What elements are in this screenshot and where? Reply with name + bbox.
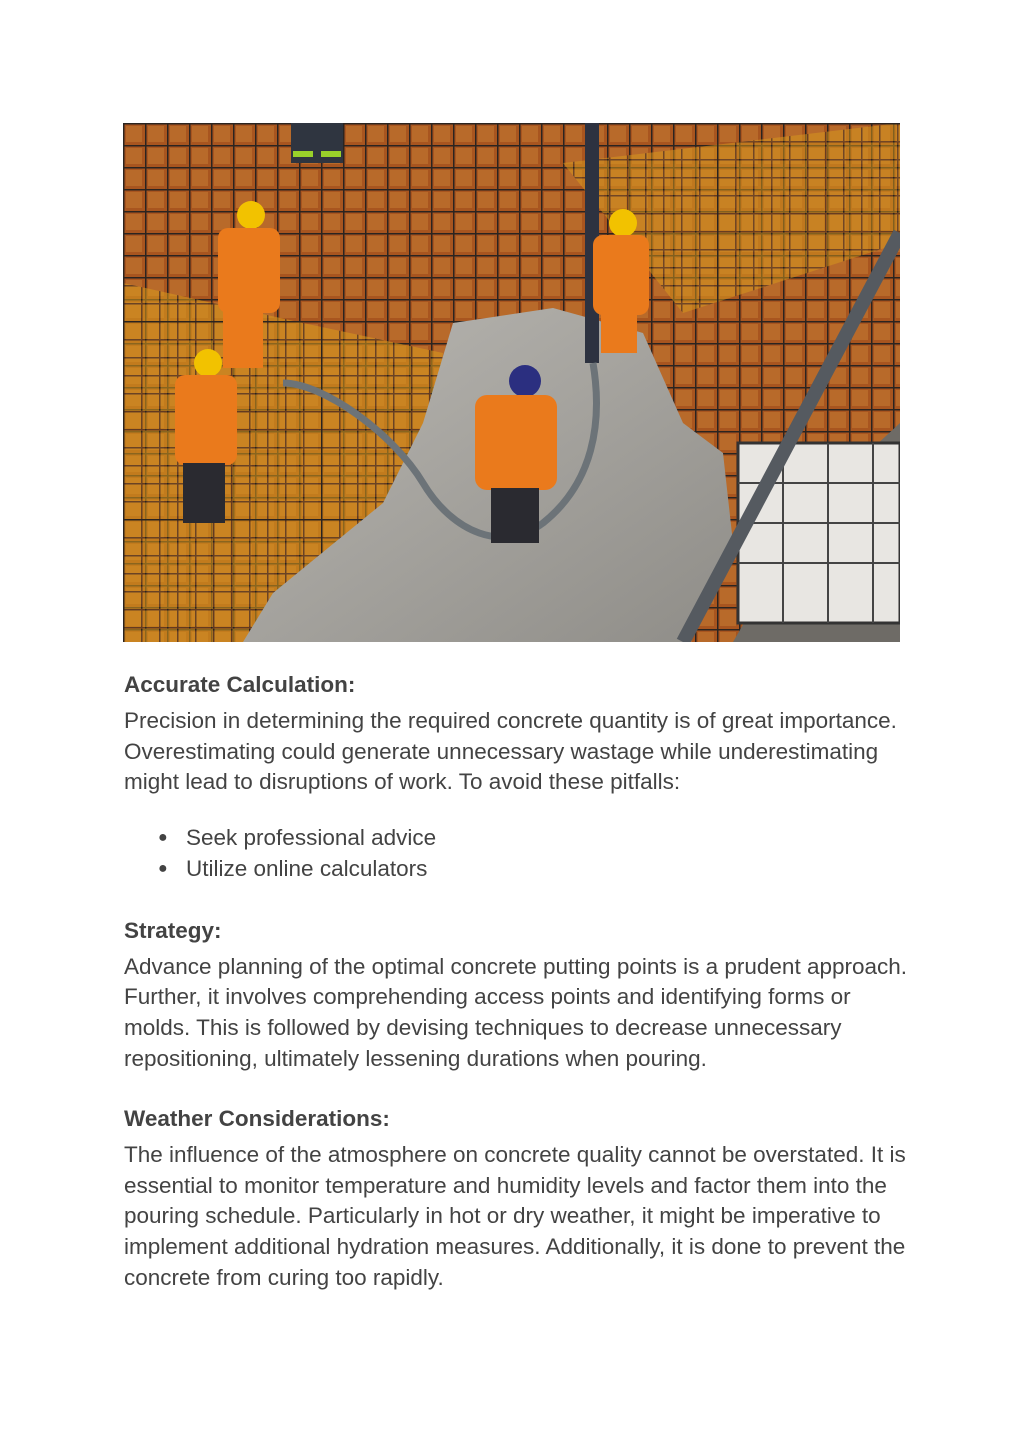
bullet-icon: ● (158, 828, 168, 846)
list-item (124, 822, 914, 853)
section-strategy (124, 916, 914, 1074)
section-paragraph: The influence of the atmosphere on concrete quality cannot be overstated. It is essential to monitor temperature and humidity levels and factor them into the pouring schedule. Particularly in hot or dry weather, it might be imperative to implement additional hydration measures. Additionally, it is done to prevent the concrete from curing too rapidly. (124, 1142, 906, 1290)
section-paragraph: Advance planning of the optimal concrete putting points is a prudent approach. Further, it involves comprehending access points and identifying forms or molds. This is followed by devising techniques to decrease unnecessary repositioning, ultimately lessening durations when pouring. (124, 953, 908, 1071)
section-accurate-calculation (124, 670, 914, 884)
list-item-text: Utilize online calculators (186, 855, 428, 881)
article-content (124, 670, 914, 1293)
section-heading: Weather Considerations: (124, 1106, 390, 1132)
section-heading: Strategy: (124, 917, 222, 943)
section-weather-considerations (124, 1104, 914, 1293)
list-item (124, 853, 914, 884)
list-item-text: Seek professional advice (186, 824, 437, 850)
bullet-list (124, 822, 914, 884)
section-heading: Accurate Calculation: (124, 672, 356, 697)
bullet-icon: ● (158, 859, 168, 877)
section-paragraph: Precision in determining the required concrete quantity is of great importance. Overestimating could generate unnecessary wastage while underestimating might lead to disruptions of work. To avoid these pitfalls: (124, 708, 897, 795)
construction-photo-illustration (123, 123, 900, 642)
construction-photo (123, 123, 900, 642)
